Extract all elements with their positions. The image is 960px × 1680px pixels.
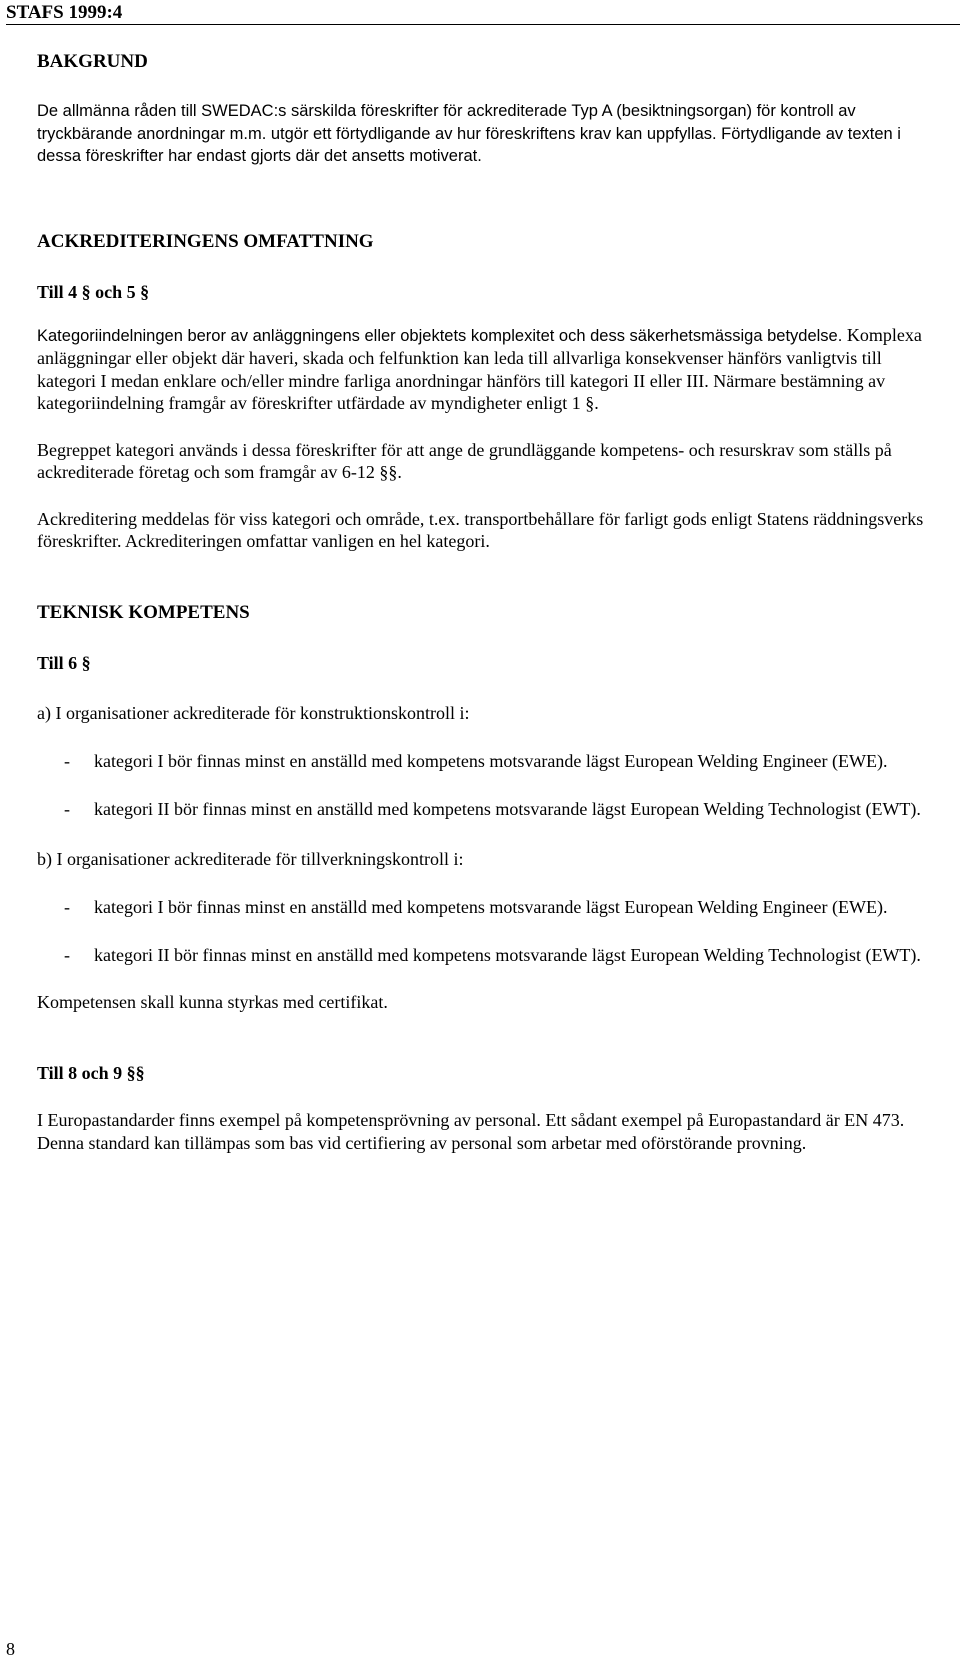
subheading-till-4-5: Till 4 § och 5 § [37, 281, 150, 302]
dash-marker: - [64, 750, 70, 771]
paragraph-kategoriindelning-rest: Komplexa anläggningar eller objekt där haveri, skada och felfunktion kan leda till allvarliga konsekvenser hänförs vanligtvis till kategori I medan enklare och/eller mindre farliga anordningar hänförs till kategori II eller III. Närmare bestämning av kategoriindelning framgår av föreskrifter utfärdade av myndigheter enligt 1 §. [37, 324, 922, 413]
dash-marker: - [64, 798, 70, 819]
section-teknisk-kompetens [37, 601, 929, 1014]
document-id: STAFS 1999:4 [6, 2, 123, 23]
paragraph-kategoriindelning-intro: Kategoriindelningen beror av anläggningens eller objektets komplexitet och dess säkerhetsmässiga betydelse. [37, 326, 843, 345]
paragraph-kategoriindelning [37, 324, 929, 415]
section-till-8-9 [37, 1061, 929, 1154]
paragraph-certifikat: Kompetensen skall kunna styrkas med certifikat. [37, 991, 388, 1012]
list-item [37, 895, 929, 919]
subheading-till-8-9: Till 8 och 9 §§ [37, 1063, 145, 1083]
item-a-label: a) I organisationer ackrediterade för konstruktionskontroll i: [37, 702, 470, 723]
subheading-till-6: Till 6 § [37, 652, 91, 673]
item-b-label: b) I organisationer ackrediterade för tillverkningskontroll i: [37, 848, 464, 869]
heading-omfattning: ACKREDITERINGENS OMFATTNING [37, 230, 374, 252]
page-header [0, 0, 960, 26]
page-number: 8 [6, 1639, 15, 1659]
document-body [37, 50, 929, 1154]
list-item-text: kategori II bör finnas minst en anställd med kompetens motsvarande lägst European Welding Technologist (EWT). [94, 798, 921, 819]
list-item [37, 797, 929, 821]
paragraph-bakgrund: De allmänna råden till SWEDAC:s särskilda föreskrifter för ackrediterade Typ A (besiktningsorgan) för kontroll av tryckbärande anordningar m.m. utgör ett förtydligande av hur föreskriftens krav kan uppfyllas. Förtydligande av texten i dessa föreskrifter har endast gjorts där det ansetts motiverat. [37, 102, 901, 165]
paragraph-europastandarder: I Europastandarder finns exempel på kompetensprövning av personal. Ett sådant exempel på Europastandard är EN 473. Denna standard kan tillämpas som bas vid certifiering av personal som arbetar med oförstörande provning. [37, 1110, 905, 1153]
list-item [37, 749, 929, 773]
section-omfattning [37, 230, 929, 553]
paragraph-begreppet-kategori: Begreppet kategori används i dessa föreskrifter för att ange de grundläggande kompetens- och resurskrav som ställs på ackrediterade företag och som framgår av 6-12 §§. [37, 439, 892, 482]
heading-teknisk-kompetens: TEKNISK KOMPETENS [37, 601, 250, 623]
list-item-text: kategori II bör finnas minst en anställd med kompetens motsvarande lägst European Welding Technologist (EWT). [94, 944, 921, 965]
list-item [37, 943, 929, 967]
paragraph-ackreditering-meddelas: Ackreditering meddelas för viss kategori och område, t.ex. transportbehållare för farligt gods enligt Statens räddningsverks föreskrifter. Ackrediteringen omfattar vanligen en hel kategori. [37, 508, 924, 551]
dash-marker: - [64, 896, 70, 917]
list-item-text: kategori I bör finnas minst en anställd med kompetens motsvarande lägst European Welding Engineer (EWE). [94, 750, 888, 771]
section-bakgrund [37, 50, 929, 168]
heading-bakgrund: BAKGRUND [37, 51, 148, 72]
list-item-text: kategori I bör finnas minst en anställd med kompetens motsvarande lägst European Welding Engineer (EWE). [94, 896, 888, 917]
dash-marker: - [64, 944, 70, 965]
header-rule [6, 24, 960, 25]
